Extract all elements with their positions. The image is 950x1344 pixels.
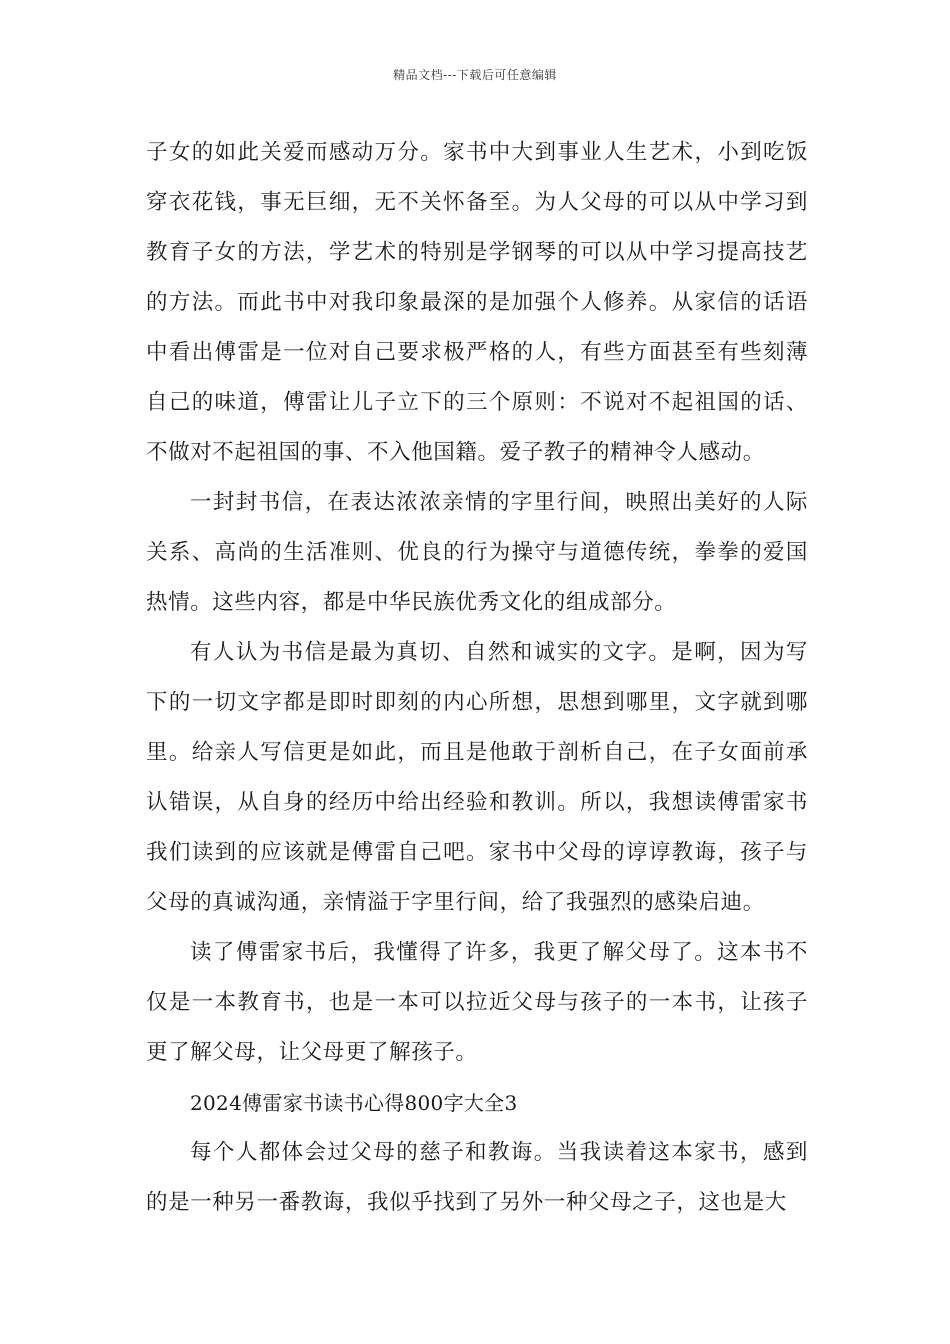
paragraph: 读了傅雷家书后，我懂得了许多，我更了解父母了。这本书不仅是一本教育书，也是一本可以拉近父母与孩子的一本书，让孩子更了解父母，让父母更了解孩子。 (146, 940, 808, 1065)
page-header: 精品文档---下载后可任意编辑 (393, 68, 557, 82)
document-body (146, 128, 808, 1228)
section-heading: 2024傅雷家书读书心得800字大全3 (190, 1091, 518, 1115)
paragraph: 一封封书信，在表达浓浓亲情的字里行间，映照出美好的人际关系、高尚的生活准则、优良的行为操守与道德传统，拳拳的爱国热情。这些内容，都是中华民族优秀文化的组成部分。 (146, 490, 808, 615)
paragraph: 每个人都体会过父母的慈子和教诲。当我读着这本家书，感到的是一种另一番教诲，我似乎找到了另外一种父母之子，这也是大 (146, 1140, 808, 1215)
paragraph-continued: 子女的如此关爱而感动万分。家书中大到事业人生艺术，小到吃饭穿衣花钱，事无巨细，无不关怀备至。为人父母的可以从中学习到教育子女的方法，学艺术的特别是学钢琴的可以从中学习提高技艺的方法。而此书中对我印象最深的是加强个人修养。从家信的话语中看出傅雷是一位对自己要求极严格的人，有些方面甚至有些刻薄自己的味道，傅雷让儿子立下的三个原则：不说对不起祖国的话、不做对不起祖国的事、不入他国籍。爱子教子的精神令人感动。 (146, 140, 808, 465)
paragraph: 有人认为书信是最为真切、自然和诚实的文字。是啊，因为写下的一切文字都是即时即刻的内心所想，思想到哪里，文字就到哪里。给亲人写信更是如此，而且是他敢于剖析自己，在子女面前承认错误，从自身的经历中给出经验和教训。所以，我想读傅雷家书我们读到的应该就是傅雷自己吧。家书中父母的谆谆教诲，孩子与父母的真诚沟通，亲情溢于字里行间，给了我强烈的感染启迪。 (146, 640, 808, 915)
